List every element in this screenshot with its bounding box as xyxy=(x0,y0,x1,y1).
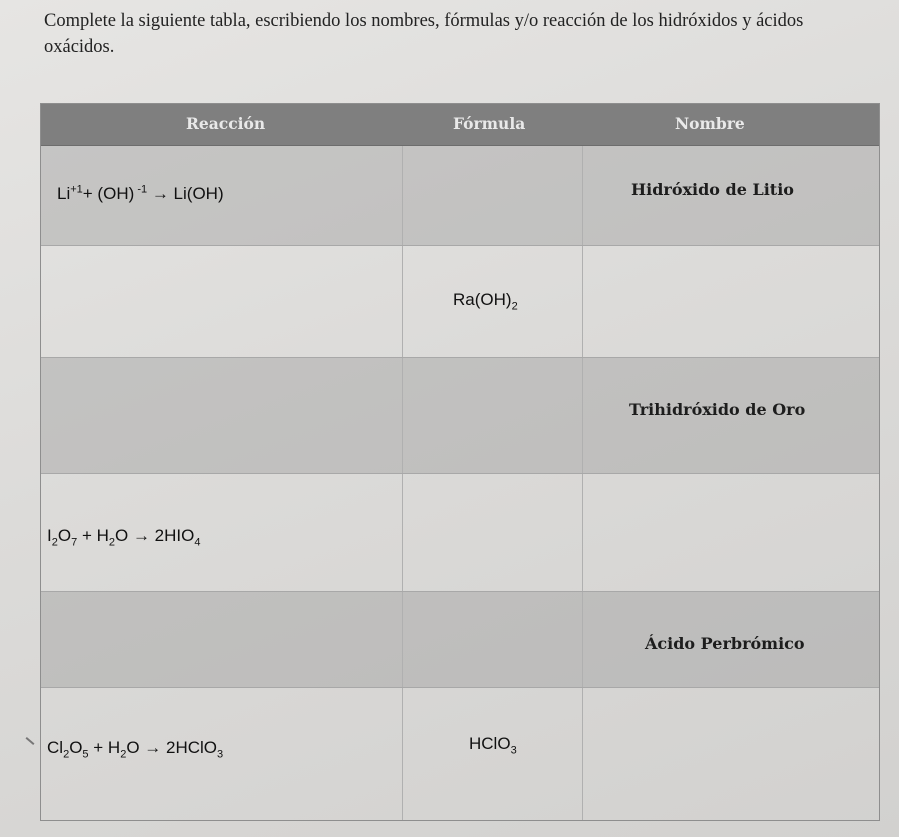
header-cell-reaccion xyxy=(41,104,403,145)
name-text: Ácido Perbrómico xyxy=(645,634,805,653)
header-nombre: Nombre xyxy=(675,114,745,133)
table-row xyxy=(41,146,879,246)
name-cell[interactable] xyxy=(583,688,879,820)
formula-cell[interactable] xyxy=(403,358,583,473)
reaction-cell[interactable] xyxy=(41,146,403,245)
name-text: Hidróxido de Litio xyxy=(631,180,794,199)
formula-cell[interactable] xyxy=(403,688,583,820)
chemistry-table xyxy=(40,103,880,821)
name-cell[interactable] xyxy=(583,474,879,591)
reaction-text: $Li^{+1}+ (OH) ^{-1} \to Li(OH)$ xyxy=(57,183,224,203)
name-cell[interactable] xyxy=(583,358,879,473)
table-row xyxy=(41,592,879,688)
name-text: Trihidróxido de Oro xyxy=(629,400,806,419)
formula-text: HClO$_3$ xyxy=(469,734,517,757)
reaction-cell[interactable] xyxy=(41,474,403,591)
reaction-text: $I_2O_7 + H_2O \to 2HIO_4$ xyxy=(47,526,201,549)
reaction-cell[interactable] xyxy=(41,592,403,687)
header-formula: Fórmula xyxy=(453,114,526,133)
instructions-text: Complete la siguiente tabla, escribiendo los nombres, fórmulas y/o reacción de los hidróxidos y ácidos oxácidos. xyxy=(44,11,804,57)
reaction-cell[interactable] xyxy=(41,246,403,357)
header-cell-formula xyxy=(403,104,583,145)
name-cell[interactable] xyxy=(583,146,879,245)
formula-cell[interactable] xyxy=(403,246,583,357)
formula-cell[interactable] xyxy=(403,474,583,591)
name-cell[interactable] xyxy=(583,246,879,357)
name-cell[interactable] xyxy=(583,592,879,687)
reaction-text: $Cl_2O_5 + H_2O$ → 2HClO$_3$ xyxy=(47,738,224,761)
header-reaccion: Reacción xyxy=(186,114,266,133)
reaction-cell[interactable] xyxy=(41,688,403,820)
formula-text: $Ra(OH)_2$ xyxy=(453,290,518,313)
table-row xyxy=(41,358,879,474)
formula-cell[interactable] xyxy=(403,592,583,687)
table-row xyxy=(41,246,879,358)
header-cell-nombre xyxy=(583,104,879,145)
table-row xyxy=(41,474,879,592)
table-header-row xyxy=(41,104,879,146)
reaction-cell[interactable] xyxy=(41,358,403,473)
table-row xyxy=(41,688,879,820)
pen-mark xyxy=(26,737,35,745)
formula-cell[interactable] xyxy=(403,146,583,245)
